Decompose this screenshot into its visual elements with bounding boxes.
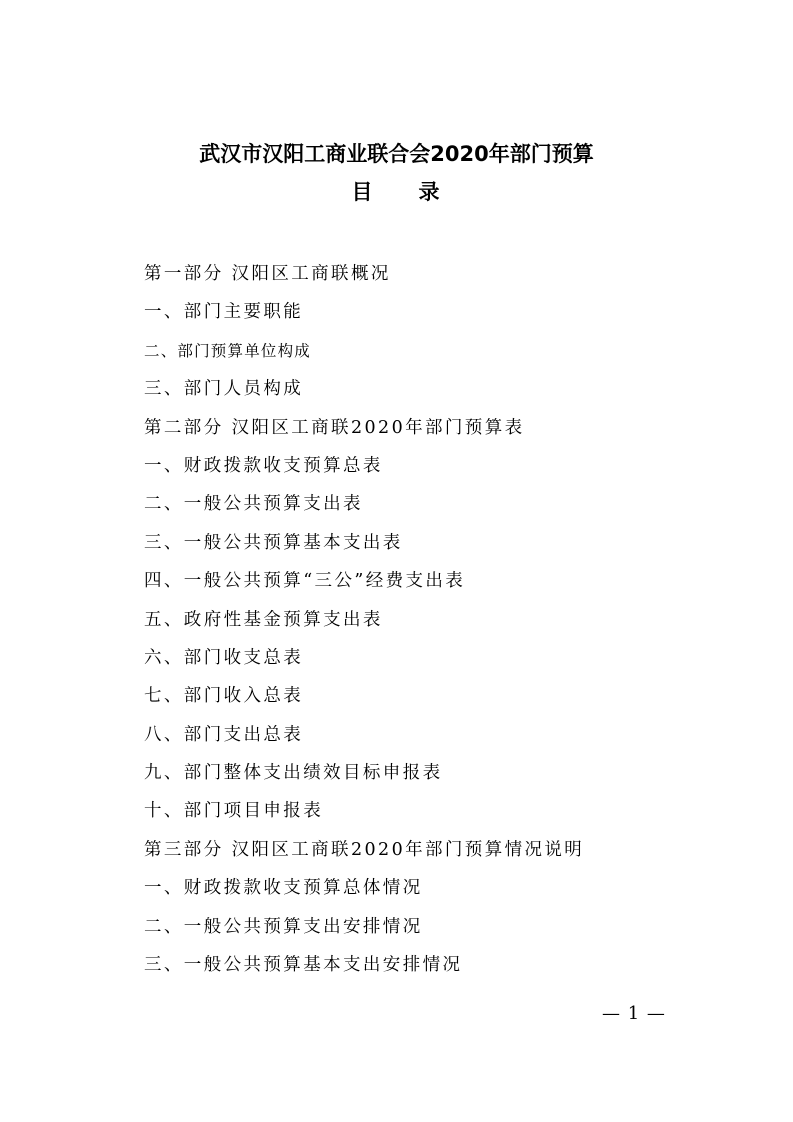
toc-item: 一、财政拨款收支预算总体情况: [144, 878, 423, 899]
toc-item: 四、一般公共预算“三公”经费支出表: [144, 571, 466, 592]
toc-part-3: 第三部分 汉阳区工商联2020年部门预算情况说明: [144, 839, 585, 860]
toc-item: 二、一般公共预算支出安排情况: [144, 916, 423, 937]
toc-item: 二、一般公共预算支出表: [144, 494, 363, 515]
page-number: — 1 —: [602, 1003, 666, 1024]
toc-item: 六、部门收支总表: [144, 647, 304, 668]
toc-item: 三、一般公共预算基本支出安排情况: [144, 955, 463, 976]
toc-part-1: 第一部分 汉阳区工商联概况: [144, 264, 391, 284]
toc-item: 七、部门收入总表: [144, 686, 304, 707]
toc-item: 五、政府性基金预算支出表: [144, 609, 383, 630]
toc-item: 九、部门整体支出绩效目标申报表: [144, 763, 443, 784]
toc-item: 三、部门人员构成: [144, 379, 304, 400]
toc-item: 八、部门支出总表: [144, 724, 304, 745]
toc-item: 三、一般公共预算基本支出表: [144, 532, 403, 553]
toc-part-2: 第二部分 汉阳区工商联2020年部门预算表: [144, 417, 525, 438]
document-title: 武汉市汉阳工商业联合会2020年部门预算: [199, 142, 594, 166]
toc-item: 十、部门项目申报表: [144, 801, 324, 822]
toc-item: 一、部门主要职能: [144, 302, 304, 323]
table-of-contents: [144, 255, 584, 984]
toc-heading-char-2: 录: [418, 180, 442, 204]
toc-item: 一、财政拨款收支预算总表: [144, 455, 383, 476]
toc-heading-char-1: 目: [351, 180, 375, 204]
table-of-contents-heading: [0, 179, 793, 205]
toc-item: 二、部门预算单位构成: [144, 341, 312, 360]
